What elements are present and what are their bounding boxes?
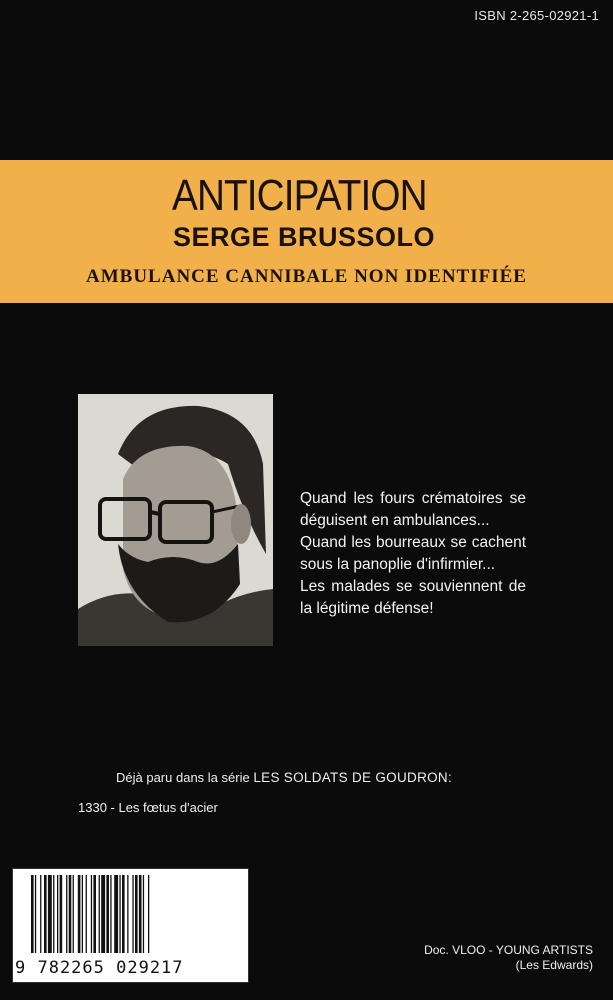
barcode-bar	[135, 875, 138, 953]
barcode-digits: 9 782265 029217	[15, 958, 184, 978]
blurb-line: Les malades se souviennent de la légitime défense!	[300, 578, 526, 617]
also-published-intro: Déjà paru dans la série	[116, 770, 250, 785]
barcode-bar	[66, 875, 67, 953]
barcode-bars	[31, 875, 241, 953]
cover-credit	[424, 943, 593, 973]
barcode-bar	[31, 875, 34, 953]
barcode	[12, 868, 249, 983]
barcode-bar	[60, 875, 63, 953]
credit-line-1: Doc. VLOO - YOUNG ARTISTS	[424, 943, 593, 957]
barcode-bar	[69, 875, 72, 953]
author-name: SERGE BRUSSOLO	[173, 222, 436, 252]
barcode-bar	[57, 875, 58, 953]
barcode-bar	[40, 875, 41, 953]
barcode-bar	[114, 875, 118, 953]
barcode-bar	[44, 875, 47, 953]
barcode-bar	[110, 875, 111, 953]
barcode-bar	[35, 875, 36, 953]
barcode-bar	[93, 875, 96, 953]
also-published-series: LES SOLDATS DE GOUDRON:	[253, 770, 453, 785]
barcode-bar	[127, 875, 128, 953]
isbn: ISBN 2-265-02921-1	[474, 8, 599, 23]
also-published-entry: 1330 - Les fœtus d'acier	[78, 800, 218, 815]
barcode-bar	[139, 875, 142, 953]
barcode-bar	[122, 875, 125, 953]
barcode-bar	[53, 875, 54, 953]
author-photo	[78, 394, 273, 646]
barcode-bar	[78, 875, 81, 953]
barcode-bar	[99, 875, 100, 953]
barcode-bar	[148, 875, 149, 953]
blurb	[300, 488, 526, 620]
barcode-bar	[106, 875, 109, 953]
barcode-bar	[101, 875, 105, 953]
credit-line-2: (Les Edwards)	[515, 958, 593, 972]
barcode-bar	[91, 875, 92, 953]
barcode-bar	[82, 875, 83, 953]
barcode-bar	[119, 875, 120, 953]
barcode-bar	[143, 875, 144, 953]
blurb-line: Quand les fours crématoires se déguisent en ambulances...	[300, 490, 526, 529]
book-title: AMBULANCE CANNIBALE NON IDENTIFIÉE	[86, 266, 527, 287]
also-published-heading	[116, 770, 452, 785]
title-band	[0, 160, 613, 303]
barcode-bar	[73, 875, 74, 953]
series-name: ANTICIPATION	[172, 171, 427, 220]
barcode-bar	[132, 875, 133, 953]
barcode-bar	[48, 875, 52, 953]
blurb-line: Quand les bourreaux se cachent sous la panoplie d'infirmier...	[300, 534, 526, 573]
barcode-bar	[86, 875, 87, 953]
